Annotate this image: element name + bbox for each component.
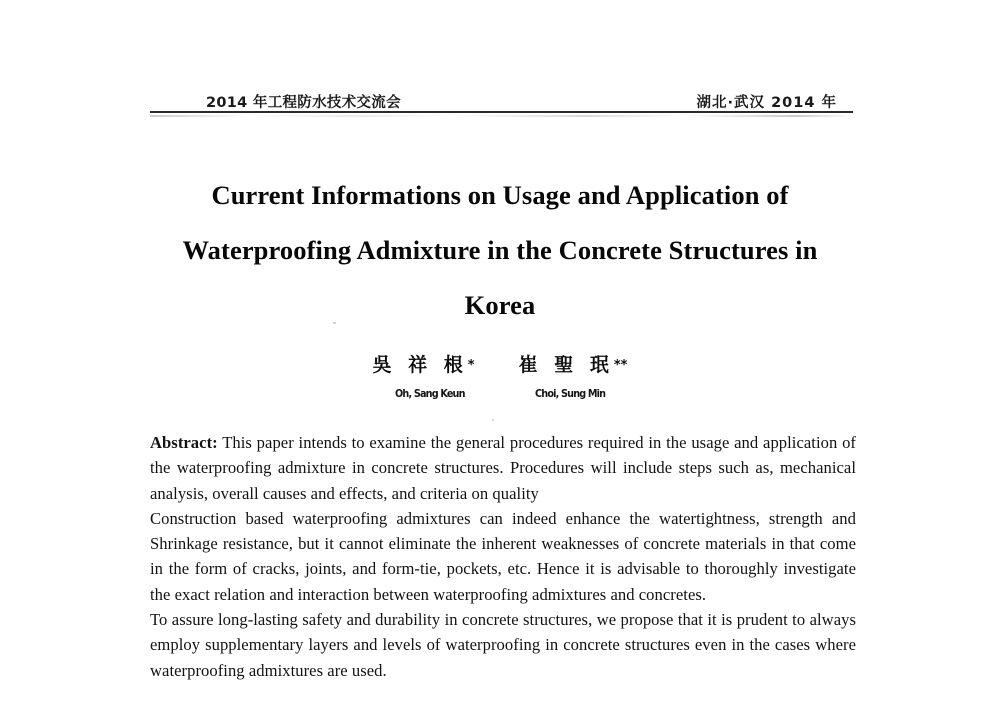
abstract-paragraph-1-text: This paper intends to examine the general procedures required in the usage and application of the waterproofing admixture in concrete structures. Procedures will include steps such as, mechanical analysis, overall causes and effects, and criteria on quality xyxy=(150,433,856,503)
title-line-1: Current Informations on Usage and Application of xyxy=(211,180,789,210)
author-cjk-row xyxy=(150,350,850,377)
abstract-label: Abstract: xyxy=(150,433,218,452)
abstract-paragraph-2: Construction based waterproofing admixtures can indeed enhance the watertightness, strength and Shrinkage resistance, but it cannot eliminate the inherent weaknesses of concrete materials in that come in the form of cracks, joints, and form-tie, pockets, etc. Hence it is advisable to thoroughly investigate the exact relation and interaction between waterproofing admixtures and concretes. xyxy=(150,508,856,604)
conference-location-date-text: 湖北·武汉 2014 年 xyxy=(696,94,837,111)
author-romanized-row xyxy=(150,388,850,400)
conference-name-text: 2014 年工程防水技术交流会 xyxy=(206,94,401,111)
paper-title xyxy=(150,168,850,333)
abstract-section xyxy=(150,430,856,683)
running-header xyxy=(150,84,853,114)
author-2-cjk-name: 崔 聖 珉 xyxy=(518,354,614,376)
author-block xyxy=(150,350,850,400)
abstract-paragraph-3: To assure long-lasting safety and durability in concrete structures, we propose that it is prudent to always employ supplementary layers and levels of waterproofing in concrete structures even in the cases where waterproofing admixtures are used. xyxy=(150,610,856,680)
author-1-footnote-mark: * xyxy=(467,358,475,373)
header-rule-scan-artifact xyxy=(150,115,853,117)
author-1-romanized-name: Oh, Sang Keun xyxy=(395,388,465,400)
title-line-3: Korea xyxy=(464,290,536,320)
author-2-romanized-name: Choi, Sung Min xyxy=(534,388,605,400)
scan-speckle-artifact xyxy=(333,322,336,324)
title-line-2: Waterproofing Admixture in the Concrete Structures in xyxy=(182,235,818,265)
scan-speckle-artifact xyxy=(492,419,494,421)
author-1-cjk-name: 吳 祥 根 xyxy=(372,354,468,376)
author-2-cjk xyxy=(519,350,628,377)
author-2-footnote-mark: ** xyxy=(613,358,628,373)
abstract-paragraph-1 xyxy=(150,430,856,506)
running-header-row xyxy=(150,84,853,110)
header-rule-divider xyxy=(150,111,853,113)
author-1-cjk xyxy=(373,350,475,377)
